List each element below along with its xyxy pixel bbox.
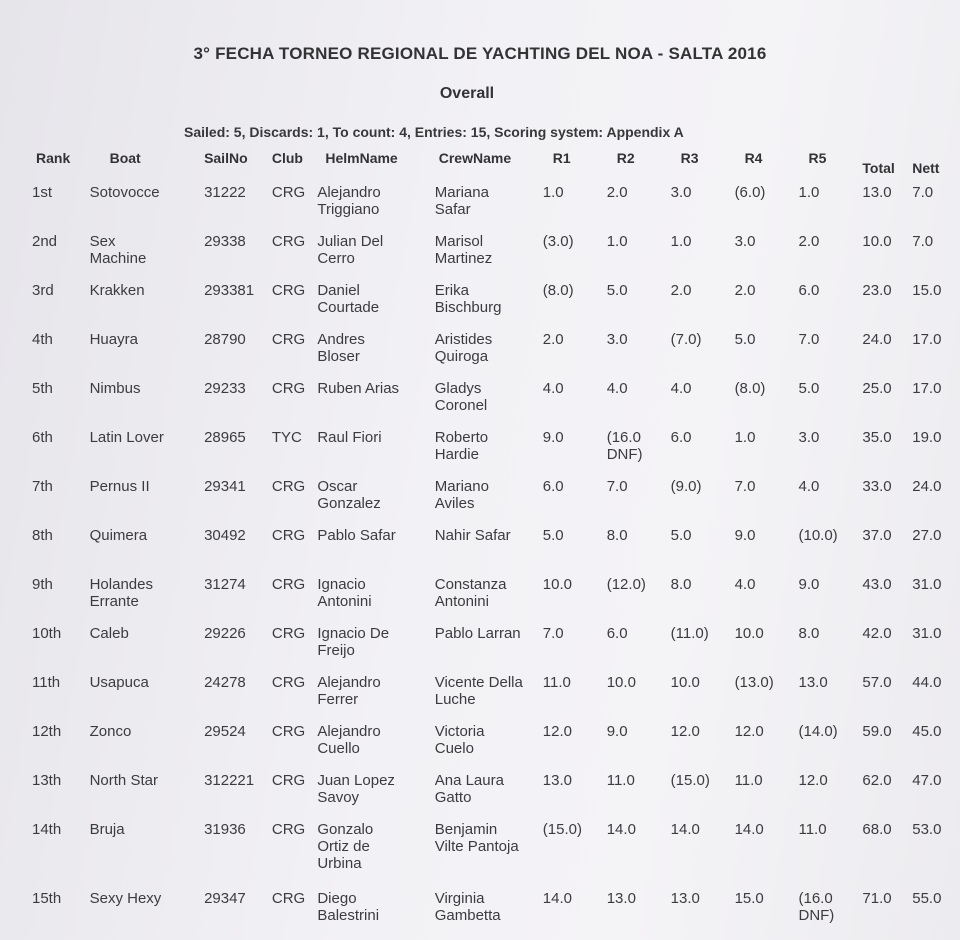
table-row [24, 478, 960, 527]
cell-crew: Mariana Safar [434, 184, 489, 218]
cell-r5: (10.0) [798, 527, 838, 544]
table-row [24, 527, 960, 576]
results-table [24, 148, 960, 939]
cell-r2: 4.0 [606, 380, 628, 397]
cell-nett: 27.0 [912, 527, 942, 544]
col-total: Total [862, 160, 895, 176]
cell-sailno: 29341 [204, 478, 246, 495]
cell-r4: 15.0 [734, 890, 764, 907]
cell-r4: (8.0) [734, 380, 766, 397]
cell-r3: 2.0 [670, 282, 692, 299]
cell-r3: 1.0 [670, 233, 692, 250]
cell-crew: Pablo Larran [434, 625, 521, 642]
cell-helm: Gonzalo Ortiz de Urbina [317, 821, 374, 872]
cell-helm: Raul Fiori [317, 429, 382, 446]
table-row [24, 821, 960, 890]
cell-helm: Daniel Courtade [317, 282, 380, 316]
cell-club: CRG [271, 233, 306, 250]
cell-helm: Oscar Gonzalez [317, 478, 381, 512]
col-r2: R2 [616, 150, 635, 166]
cell-rank: 14th [32, 821, 62, 838]
cell-nett: 31.0 [912, 576, 942, 593]
cell-boat: Krakken [89, 282, 145, 299]
cell-total: 24.0 [862, 331, 892, 348]
cell-total: 42.0 [862, 625, 892, 642]
table-row [24, 890, 960, 939]
col-club: Club [271, 150, 303, 166]
cell-boat: Latin Lover [89, 429, 164, 446]
cell-sailno: 29524 [204, 723, 246, 740]
cell-nett: 44.0 [912, 674, 942, 691]
cell-helm: Ignacio De Freijo [317, 625, 390, 659]
cell-sailno: 31222 [204, 184, 246, 201]
table-row [24, 674, 960, 723]
cell-sailno: 28790 [204, 331, 246, 348]
cell-sailno: 29233 [204, 380, 246, 397]
cell-sailno: 24278 [204, 674, 246, 691]
cell-r5: 11.0 [798, 821, 827, 838]
cell-boat: Holandes Errante [89, 576, 153, 610]
cell-club: CRG [271, 890, 306, 907]
cell-crew: Gladys Coronel [434, 380, 488, 414]
cell-club: CRG [271, 478, 306, 495]
cell-sailno: 30492 [204, 527, 246, 544]
cell-sailno: 312221 [204, 772, 255, 789]
cell-r5: 9.0 [798, 576, 820, 593]
cell-total: 25.0 [862, 380, 892, 397]
cell-boat: Zonco [89, 723, 132, 740]
cell-sailno: 29226 [204, 625, 246, 642]
cell-boat: Nimbus [89, 380, 141, 397]
col-boat: Boat [109, 150, 141, 166]
cell-total: 68.0 [862, 821, 892, 838]
cell-r4: 7.0 [734, 478, 756, 495]
cell-r5: 5.0 [798, 380, 820, 397]
cell-crew: Constanza Antonini [434, 576, 507, 610]
cell-nett: 7.0 [912, 233, 934, 250]
cell-total: 23.0 [862, 282, 892, 299]
cell-r1: (8.0) [542, 282, 574, 299]
cell-r2: 11.0 [606, 772, 635, 789]
table-row [24, 380, 960, 429]
cell-r3: 14.0 [670, 821, 700, 838]
cell-r4: (6.0) [734, 184, 766, 201]
cell-boat: North Star [89, 772, 158, 789]
cell-r4: 11.0 [734, 772, 763, 789]
cell-r3: 10.0 [670, 674, 700, 691]
table-row [24, 429, 960, 478]
cell-r2: 9.0 [606, 723, 628, 740]
cell-r3: 5.0 [670, 527, 692, 544]
cell-nett: 17.0 [912, 380, 942, 397]
col-sailno: SailNo [204, 150, 248, 166]
cell-crew: Roberto Hardie [434, 429, 489, 463]
cell-r3: 8.0 [670, 576, 692, 593]
cell-boat: Huayra [89, 331, 138, 348]
cell-r4: 1.0 [734, 429, 756, 446]
cell-r5: 4.0 [798, 478, 820, 495]
cell-r3: (7.0) [670, 331, 702, 348]
cell-rank: 8th [32, 527, 53, 544]
cell-r1: 14.0 [542, 890, 572, 907]
cell-r3: (15.0) [670, 772, 710, 789]
cell-sailno: 29338 [204, 233, 246, 250]
cell-r1: 12.0 [542, 723, 572, 740]
cell-boat: Sex Machine [89, 233, 147, 267]
cell-club: CRG [271, 576, 306, 593]
cell-r5: 7.0 [798, 331, 820, 348]
cell-total: 71.0 [862, 890, 892, 907]
cell-r2: 5.0 [606, 282, 628, 299]
col-nett: Nett [912, 160, 940, 176]
cell-r5: 6.0 [798, 282, 820, 299]
table-row [24, 331, 960, 380]
cell-sailno: 31274 [204, 576, 246, 593]
cell-r1: 13.0 [542, 772, 572, 789]
col-r3: R3 [680, 150, 699, 166]
cell-nett: 7.0 [912, 184, 934, 201]
cell-rank: 3rd [32, 282, 54, 299]
cell-r2: 7.0 [606, 478, 628, 495]
cell-sailno: 29347 [204, 890, 246, 907]
cell-sailno: 28965 [204, 429, 246, 446]
cell-crew: Nahir Safar [434, 527, 511, 544]
cell-helm: Alejandro Triggiano [317, 184, 381, 218]
cell-boat: Sexy Hexy [89, 890, 162, 907]
cell-crew: Victoria Cuelo [434, 723, 485, 757]
cell-nett: 45.0 [912, 723, 942, 740]
cell-club: CRG [271, 380, 306, 397]
cell-r4: 14.0 [734, 821, 764, 838]
cell-nett: 17.0 [912, 331, 942, 348]
cell-club: CRG [271, 674, 306, 691]
cell-r1: 2.0 [542, 331, 564, 348]
cell-r1: (15.0) [542, 821, 582, 838]
cell-r5: (14.0) [798, 723, 838, 740]
table-row [24, 282, 960, 331]
cell-r1: 11.0 [542, 674, 571, 691]
cell-total: 37.0 [862, 527, 892, 544]
cell-total: 13.0 [862, 184, 892, 201]
table-row [24, 625, 960, 674]
results-body [24, 184, 960, 939]
cell-crew: Erika Bischburg [434, 282, 502, 316]
cell-r3: 3.0 [670, 184, 692, 201]
cell-rank: 15th [32, 890, 62, 907]
cell-total: 62.0 [862, 772, 892, 789]
cell-club: CRG [271, 772, 306, 789]
cell-rank: 11th [32, 674, 61, 691]
cell-boat: Usapuca [89, 674, 149, 691]
cell-r4: 2.0 [734, 282, 756, 299]
cell-helm: Julian Del Cerro [317, 233, 384, 267]
table-row [24, 723, 960, 772]
cell-rank: 2nd [32, 233, 58, 250]
table-row [24, 184, 960, 233]
cell-rank: 7th [32, 478, 53, 495]
cell-sailno: 31936 [204, 821, 246, 838]
cell-nett: 55.0 [912, 890, 942, 907]
cell-club: CRG [271, 331, 306, 348]
col-helm: HelmName [325, 150, 398, 166]
header-row [24, 148, 960, 184]
cell-helm: Alejandro Ferrer [317, 674, 381, 708]
cell-crew: Benjamin Vilte Pantoja [434, 821, 519, 855]
cell-crew: Virginia Gambetta [434, 890, 501, 924]
cell-total: 35.0 [862, 429, 892, 446]
cell-r1: 10.0 [542, 576, 572, 593]
cell-r5: 3.0 [798, 429, 820, 446]
cell-boat: Bruja [89, 821, 125, 838]
cell-total: 10.0 [862, 233, 892, 250]
cell-r1: 9.0 [542, 429, 564, 446]
cell-r2: 2.0 [606, 184, 628, 201]
cell-r2: 6.0 [606, 625, 628, 642]
table-row [24, 772, 960, 821]
cell-r2: 10.0 [606, 674, 636, 691]
cell-r1: 1.0 [542, 184, 564, 201]
cell-r5: 1.0 [798, 184, 820, 201]
cell-r2: (16.0 DNF) [606, 429, 643, 463]
col-rank: Rank [36, 150, 71, 166]
cell-r1: 4.0 [542, 380, 564, 397]
table-row [24, 576, 960, 625]
cell-r2: 13.0 [606, 890, 636, 907]
cell-r3: 12.0 [670, 723, 700, 740]
cell-helm: Pablo Safar [317, 527, 396, 544]
cell-nett: 19.0 [912, 429, 942, 446]
cell-r1: 6.0 [542, 478, 564, 495]
cell-club: CRG [271, 184, 306, 201]
cell-r4: 10.0 [734, 625, 764, 642]
cell-r5: 8.0 [798, 625, 820, 642]
cell-r1: 7.0 [542, 625, 564, 642]
cell-r2: 14.0 [606, 821, 636, 838]
cell-r4: 4.0 [734, 576, 756, 593]
col-r4: R4 [744, 150, 763, 166]
cell-nett: 47.0 [912, 772, 942, 789]
cell-r3: 6.0 [670, 429, 692, 446]
document-subtitle: Overall [439, 85, 495, 102]
cell-club: CRG [271, 282, 306, 299]
cell-boat: Pernus II [89, 478, 150, 495]
cell-boat: Sotovocce [89, 184, 160, 201]
cell-r4: (13.0) [734, 674, 774, 691]
cell-nett: 53.0 [912, 821, 942, 838]
cell-boat: Quimera [89, 527, 148, 544]
cell-helm: Ruben Arias [317, 380, 400, 397]
cell-club: CRG [271, 723, 306, 740]
cell-total: 33.0 [862, 478, 892, 495]
cell-crew: Aristides Quiroga [434, 331, 493, 365]
cell-r1: 5.0 [542, 527, 564, 544]
cell-rank: 6th [32, 429, 53, 446]
cell-boat: Caleb [89, 625, 129, 642]
cell-nett: 24.0 [912, 478, 942, 495]
cell-r5: (16.0 DNF) [798, 890, 835, 924]
cell-r2: (12.0) [606, 576, 646, 593]
cell-rank: 12th [32, 723, 62, 740]
cell-r5: 12.0 [798, 772, 828, 789]
cell-r2: 1.0 [606, 233, 628, 250]
cell-rank: 4th [32, 331, 53, 348]
cell-club: TYC [271, 429, 302, 446]
cell-helm: Ignacio Antonini [317, 576, 372, 610]
cell-total: 59.0 [862, 723, 892, 740]
cell-rank: 13th [32, 772, 62, 789]
cell-crew: Marisol Martinez [434, 233, 493, 267]
cell-nett: 31.0 [912, 625, 942, 642]
cell-r3: (11.0) [670, 625, 709, 642]
cell-r2: 8.0 [606, 527, 628, 544]
cell-crew: Mariano Aviles [434, 478, 489, 512]
cell-helm: Juan Lopez Savoy [317, 772, 395, 806]
col-r5: R5 [808, 150, 827, 166]
cell-club: CRG [271, 821, 306, 838]
cell-r4: 12.0 [734, 723, 764, 740]
scoring-summary: Sailed: 5, Discards: 1, To count: 4, Entries: 15, Scoring system: Appendix A [184, 124, 684, 140]
cell-helm: Andres Bloser [317, 331, 365, 365]
cell-sailno: 293381 [204, 282, 255, 299]
table-row [24, 233, 960, 282]
cell-r3: 13.0 [670, 890, 700, 907]
cell-helm: Diego Balestrini [317, 890, 380, 924]
cell-nett: 15.0 [912, 282, 942, 299]
cell-rank: 1st [32, 184, 53, 201]
cell-rank: 10th [32, 625, 62, 642]
document-title: 3° FECHA TORNEO REGIONAL DE YACHTING DEL NOA - SALTA 2016 [193, 44, 767, 63]
cell-total: 43.0 [862, 576, 892, 593]
cell-r4: 5.0 [734, 331, 756, 348]
cell-club: CRG [271, 527, 306, 544]
cell-club: CRG [271, 625, 306, 642]
cell-helm: Alejandro Cuello [317, 723, 381, 757]
cell-crew: Ana Laura Gatto [434, 772, 504, 806]
cell-r1: (3.0) [542, 233, 574, 250]
cell-r2: 3.0 [606, 331, 628, 348]
cell-total: 57.0 [862, 674, 892, 691]
cell-rank: 5th [32, 380, 53, 397]
cell-crew: Vicente Della Luche [434, 674, 523, 708]
cell-rank: 9th [32, 576, 53, 593]
cell-r3: (9.0) [670, 478, 702, 495]
cell-r4: 3.0 [734, 233, 756, 250]
cell-r4: 9.0 [734, 527, 756, 544]
cell-r5: 2.0 [798, 233, 820, 250]
col-crew: CrewName [438, 150, 512, 166]
cell-r5: 13.0 [798, 674, 828, 691]
col-r1: R1 [552, 150, 571, 166]
cell-r3: 4.0 [670, 380, 692, 397]
